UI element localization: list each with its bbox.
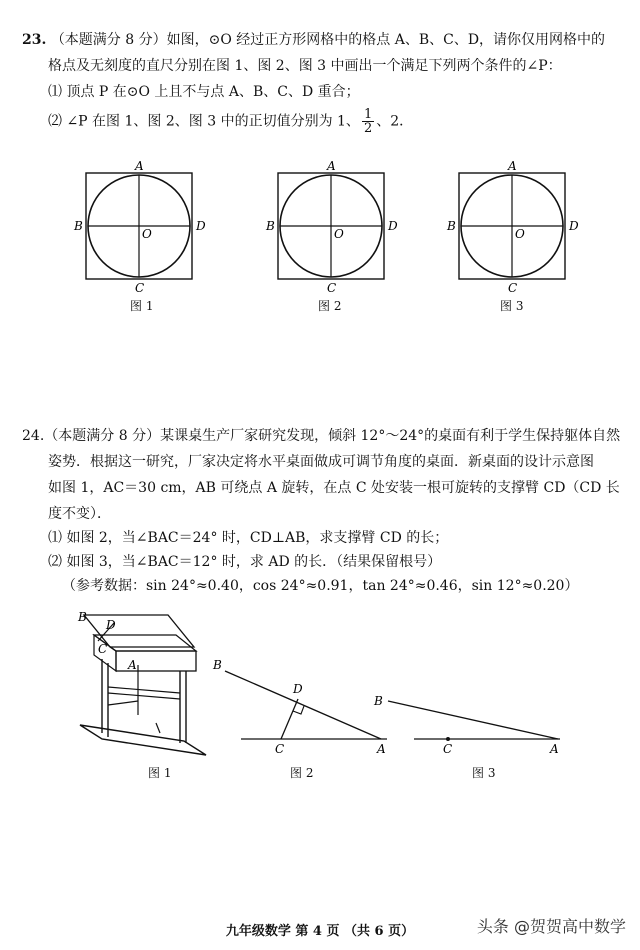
watermark: 头条 @贺贺高中数学 [476, 917, 626, 936]
q23-line2: 格点及无刻度的直尺分别在图 1、图 2、图 3 中画出一个满足下列两个条件的∠P： [48, 58, 562, 74]
q24-figure-1-caption: 图 1 [148, 766, 172, 780]
point-label-C: C [327, 281, 337, 295]
q23-condition-2-tail: 、2． [376, 113, 414, 130]
point-label-A: A [327, 159, 336, 173]
q24-line3: 如图 1，AC＝30 cm，AB 可绕点 A 旋转，在点 C 处安装一根可旋转的支撑臂 CD（CD 长 [48, 480, 620, 496]
point-label-B: B [266, 219, 275, 233]
fraction-denominator: 2 [363, 121, 373, 136]
point-label-O: O [142, 227, 152, 241]
q24-part-1: ⑴ 如图 2，当∠BAC＝24° 时，CD⊥AB，求支撑臂 CD 的长； [48, 530, 449, 546]
q23-figure-2 [262, 158, 412, 298]
q24-line1: 24.（本题满分 8 分）某课桌生产厂家研究发现，倾斜 12°～24°的桌面有利于学生保持躯体自然 [22, 428, 621, 444]
point-label-C: C [275, 742, 285, 756]
point-label-C: C [135, 281, 145, 295]
q24-figure-3 [370, 685, 570, 760]
q23-condition-2-text: ⑵ ∠P 在图 1、图 2、图 3 中的正切值分别为 1、 [48, 113, 360, 130]
page-footer: 九年级数学 第 4 页 （共 6 页） [225, 924, 415, 939]
q24-figure-2-caption: 图 2 [290, 766, 314, 780]
point-label-C: C [443, 742, 453, 756]
point-label-A: A [128, 658, 137, 672]
q23-condition-2 [48, 108, 413, 135]
q24-figure-3-caption: 图 3 [472, 766, 496, 780]
point-label-D: D [569, 219, 579, 233]
q23-figure-1-caption: 图 1 [130, 299, 154, 313]
q23-figure-3-caption: 图 3 [500, 299, 524, 313]
point-label-A: A [508, 159, 517, 173]
q23-number: 23. [22, 32, 47, 48]
q24-line2: 姿势．根据这一研究，厂家决定将水平桌面做成可调节角度的桌面．新桌面的设计示意图 [48, 454, 594, 470]
point-label-B: B [78, 610, 87, 624]
point-label-C: C [508, 281, 518, 295]
q24-line4: 度不变）． [48, 506, 111, 522]
point-label-O: O [334, 227, 344, 241]
point-label-D: D [196, 219, 206, 233]
point-label-A: A [550, 742, 559, 756]
q23-figure-2-caption: 图 2 [318, 299, 342, 313]
q23-figure-1 [70, 158, 220, 298]
q24-part-2: ⑵ 如图 3，当∠BAC＝12° 时，求 AD 的长．（结果保留根号） [48, 554, 442, 570]
point-label-D: D [106, 618, 116, 632]
q24-figure-2 [205, 655, 395, 760]
point-label-A: A [377, 742, 386, 756]
point-label-D: D [293, 682, 303, 696]
fraction-one-half [362, 108, 374, 135]
point-label-C: C [98, 642, 108, 656]
point-label-A: A [135, 159, 144, 173]
point-label-D: D [388, 219, 398, 233]
point-label-B: B [74, 219, 83, 233]
q23-condition-1: ⑴ 顶点 P 在⊙O 上且不与点 A、B、C、D 重合； [48, 84, 360, 100]
q23-figure-3 [443, 158, 593, 298]
q23-text-1: （本题满分 8 分）如图，⊙O 经过正方形网格中的格点 A、B、C、D，请你仅用网格中的 [50, 32, 606, 48]
q23-line1 [22, 30, 605, 50]
point-label-O: O [515, 227, 525, 241]
point-label-B: B [213, 658, 222, 672]
point-label-B: B [447, 219, 456, 233]
point-label-B: B [374, 694, 383, 708]
q24-reference-data: （参考数据：sin 24°≈0.40，cos 24°≈0.91，tan 24°≈0.46，sin 12°≈0.20） [62, 578, 579, 594]
fraction-numerator: 1 [363, 107, 373, 122]
